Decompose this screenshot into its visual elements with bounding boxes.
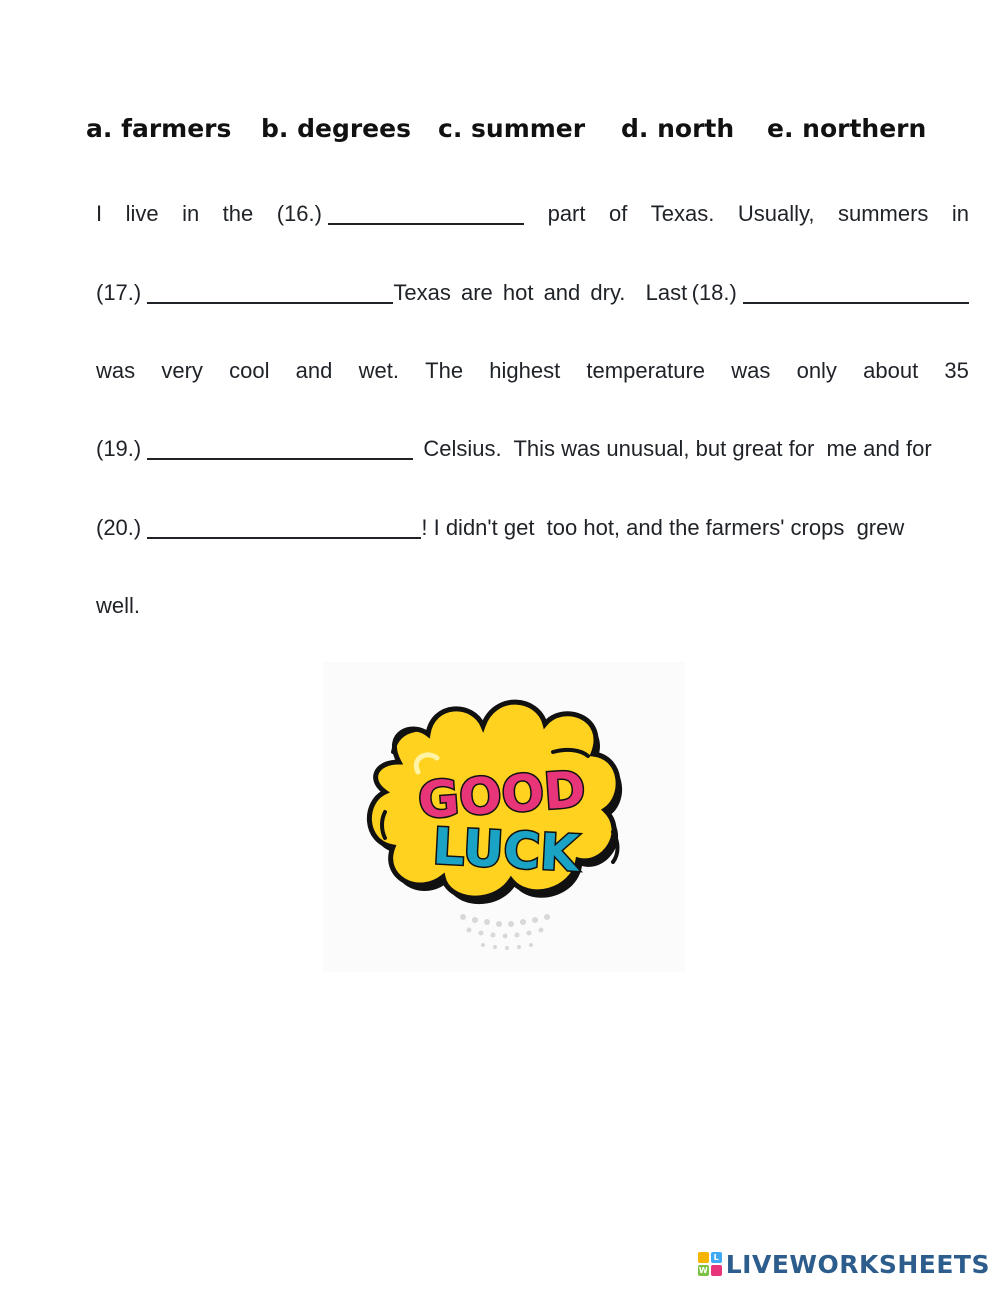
blank-number: (20.)	[96, 515, 142, 540]
word-option-north[interactable]: d. north	[621, 114, 735, 143]
line-text: Celsius. This was unusual, but great for me and for	[423, 436, 932, 461]
word-option-summer[interactable]: c. summer	[438, 114, 586, 143]
halftone-dots	[460, 914, 550, 950]
blank-number: (19.)	[96, 436, 142, 461]
answer-blank-18[interactable]	[743, 276, 969, 304]
blank-number: (16.)	[276, 201, 322, 226]
word: very	[161, 358, 203, 383]
blank-20[interactable]	[96, 508, 421, 548]
word: part	[547, 201, 586, 226]
answer-blank-16[interactable]	[328, 197, 524, 225]
word: Texas.	[650, 201, 715, 226]
word: and	[295, 358, 333, 383]
blank-number: (17.)	[96, 280, 142, 305]
word: cool	[229, 358, 270, 383]
paragraph-line-1	[96, 194, 969, 234]
word: was	[96, 358, 136, 383]
good-luck-illustration	[323, 662, 685, 972]
word: of	[608, 201, 628, 226]
badge-text-luck: LUCK	[431, 817, 581, 883]
paragraph-line-6	[96, 586, 969, 626]
good-luck-badge	[323, 662, 685, 972]
word-option-degrees[interactable]: b. degrees	[261, 114, 411, 143]
blank-16[interactable]	[277, 194, 524, 234]
paragraph-line-3	[96, 351, 969, 391]
logo-blocks-icon	[698, 1252, 722, 1276]
paragraph-line-4	[96, 429, 969, 469]
blank-19[interactable]	[96, 429, 413, 469]
line-text: Texas are hot and dry. Last	[393, 280, 688, 305]
line-text: well.	[96, 593, 141, 618]
paragraph-line-2	[96, 273, 969, 313]
answer-blank-19[interactable]	[147, 432, 413, 460]
word: temperature	[586, 358, 706, 383]
word: live	[125, 201, 159, 226]
answer-blank-17[interactable]	[147, 276, 393, 304]
word: only	[796, 358, 837, 383]
word-option-northern[interactable]: e. northern	[767, 114, 927, 143]
word: The	[425, 358, 464, 383]
logo-text: LIVEWORKSHEETS	[725, 1249, 990, 1279]
word: about	[863, 358, 919, 383]
blank-number: (18.)	[691, 280, 737, 305]
paragraph-line-5	[96, 508, 969, 548]
word-option-farmers[interactable]: a. farmers	[86, 114, 232, 143]
word: the	[222, 201, 254, 226]
word: in	[951, 201, 969, 226]
word: 35	[944, 358, 969, 383]
answer-blank-20[interactable]	[147, 511, 421, 539]
word: Usually,	[737, 201, 815, 226]
word: summers	[837, 201, 929, 226]
word: wet.	[358, 358, 399, 383]
line-text: ! I didn't get too hot, and the farmers' crops grew	[421, 515, 905, 540]
blank-18[interactable]	[692, 273, 969, 313]
logo-block-letter: W	[698, 1266, 708, 1275]
word: highest	[489, 358, 561, 383]
word: I	[96, 201, 103, 226]
liveworksheets-logo[interactable]	[698, 1249, 990, 1279]
word: was	[731, 358, 771, 383]
logo-block-letter: L	[711, 1252, 722, 1263]
word: in	[182, 201, 200, 226]
blank-17[interactable]	[96, 273, 393, 313]
badge-text-good: GOOD	[416, 760, 588, 830]
